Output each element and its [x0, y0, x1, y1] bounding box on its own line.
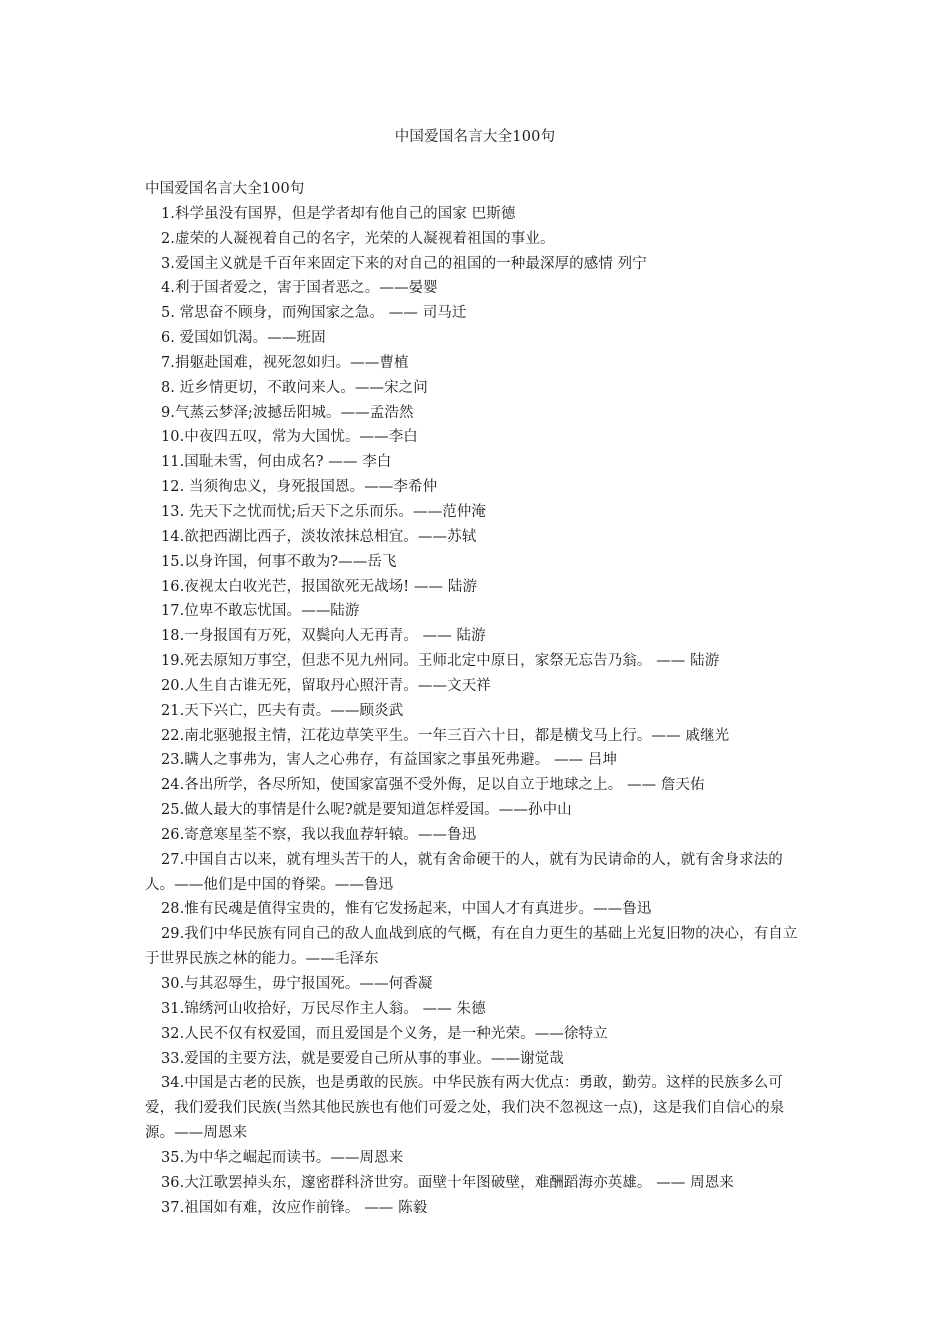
- quote-item: 19.死去原知万事空，但悲不见九州同。王师北定中原日，家祭无忘告乃翁。 —— 陆游: [160, 653, 720, 670]
- quote-item: 6. 爱国如饥渴。——班固: [160, 330, 326, 347]
- quote-item: 27.中国自古以来，就有埋头苦干的人，就有舍命硬干的人，就有为民请命的人，就有舍身求法的人。——他们是中国的脊梁。——鲁迅: [145, 851, 783, 893]
- quote-item: 37.祖国如有难，汝应作前锋。 —— 陈毅: [160, 1199, 428, 1216]
- quote-item: 11.国耻未雪，何由成名? —— 李白: [160, 454, 392, 471]
- quote-item: 2.虚荣的人凝视着自己的名字，光荣的人凝视着祖国的事业。: [160, 230, 555, 247]
- quote-item: 15.以身许国，何事不敢为?——岳飞: [160, 553, 397, 570]
- quote-item: 28.惟有民魂是值得宝贵的，惟有它发扬起来，中国人才有真进步。——鲁迅: [160, 901, 652, 918]
- document-body: [145, 177, 810, 1220]
- quote-item: 4.利于国者爱之，害于国者恶之。——晏婴: [160, 280, 438, 297]
- quote-item: 1.科学虽没有国界，但是学者却有他自己的国家 巴斯德: [160, 205, 516, 222]
- quote-item: 10.中夜四五叹，常为大国忧。——李白: [160, 429, 418, 446]
- quote-item: 26.寄意寒星荃不察，我以我血荐轩辕。——鲁迅: [160, 826, 477, 843]
- quote-item: 9.气蒸云梦泽;波撼岳阳城。——孟浩然: [160, 404, 414, 421]
- quote-item: 17.位卑不敢忘忧国。——陆游: [160, 603, 360, 620]
- quote-item: 25.做人最大的事情是什么呢?就是要知道怎样爱国。——孙中山: [160, 802, 572, 819]
- quote-item: 16.夜视太白收光芒，报国欲死无战场! —— 陆游: [160, 578, 478, 595]
- quote-item: 18.一身报国有万死，双鬓向人无再青。 —— 陆游: [160, 628, 486, 645]
- quote-item: 31.锦绣河山收拾好，万民尽作主人翁。 —— 朱德: [160, 1000, 486, 1017]
- quote-item: 32.人民不仅有权爱国，而且爱国是个义务，是一种光荣。——徐特立: [160, 1025, 608, 1042]
- document-subtitle: 中国爱国名言大全100句: [145, 181, 305, 197]
- quote-item: 24.各出所学，各尽所知，使国家富强不受外侮，足以自立于地球之上。 —— 詹天佑: [160, 777, 705, 794]
- quote-item: 3.爱国主义就是千百年来固定下来的对自己的祖国的一种最深厚的感情 列宁: [160, 255, 647, 272]
- quote-item: 35.为中华之崛起而读书。——周恩来: [160, 1149, 404, 1166]
- quote-item: 21.天下兴亡，匹夫有责。——顾炎武: [160, 702, 404, 719]
- quote-item: 7.捐躯赴国难，视死忽如归。——曹植: [160, 354, 409, 371]
- quote-item: 33.爱国的主要方法，就是要爱自己所从事的事业。——谢觉哉: [160, 1050, 564, 1067]
- quote-item: 22.南北驱驰报主情，江花边草笑平生。一年三百六十日，都是横戈马上行。—— 戚继光: [160, 727, 730, 744]
- quote-item: 5. 常思奋不顾身，而殉国家之急。 —— 司马迁: [160, 305, 467, 322]
- quote-item: 29.我们中华民族有同自己的敌人血战到底的气概，有在自力更生的基础上光复旧物的决心，有自立于世界民族之林的能力。——毛泽东: [145, 926, 798, 968]
- quote-item: 23.瞒人之事弗为，害人之心弗存，有益国家之事虽死弗避。 —— 吕坤: [160, 752, 618, 769]
- quote-item: 12. 当须徇忠义，身死报国恩。——李希仲: [160, 479, 438, 496]
- quote-item: 14.欲把西湖比西子，淡妆浓抹总相宜。——苏轼: [160, 528, 477, 545]
- document-title: 中国爱国名言大全100句: [394, 129, 556, 145]
- quote-item: 20.人生自古谁无死，留取丹心照汗青。——文天祥: [160, 677, 491, 694]
- quote-item: 34.中国是古老的民族，也是勇敢的民族。中华民族有两大优点：勇敢，勤劳。这样的民族多么可爱，我们爱我们民族(当然其他民族也有他们可爱之处，我们决不忽视这一点)，这是我们自信心的泉源。——周恩来: [145, 1075, 785, 1142]
- quote-item: 13. 先天下之忧而忧;后天下之乐而乐。——范仲淹: [160, 503, 486, 520]
- quote-item: 8. 近乡情更切，不敢问来人。——宋之问: [160, 379, 428, 396]
- quote-item: 36.大江歌罢掉头东，邃密群科济世穷。面壁十年图破壁，难酬蹈海亦英雄。 —— 周恩来: [160, 1174, 734, 1191]
- quote-item: 30.与其忍辱生，毋宁报国死。——何香凝: [160, 976, 433, 992]
